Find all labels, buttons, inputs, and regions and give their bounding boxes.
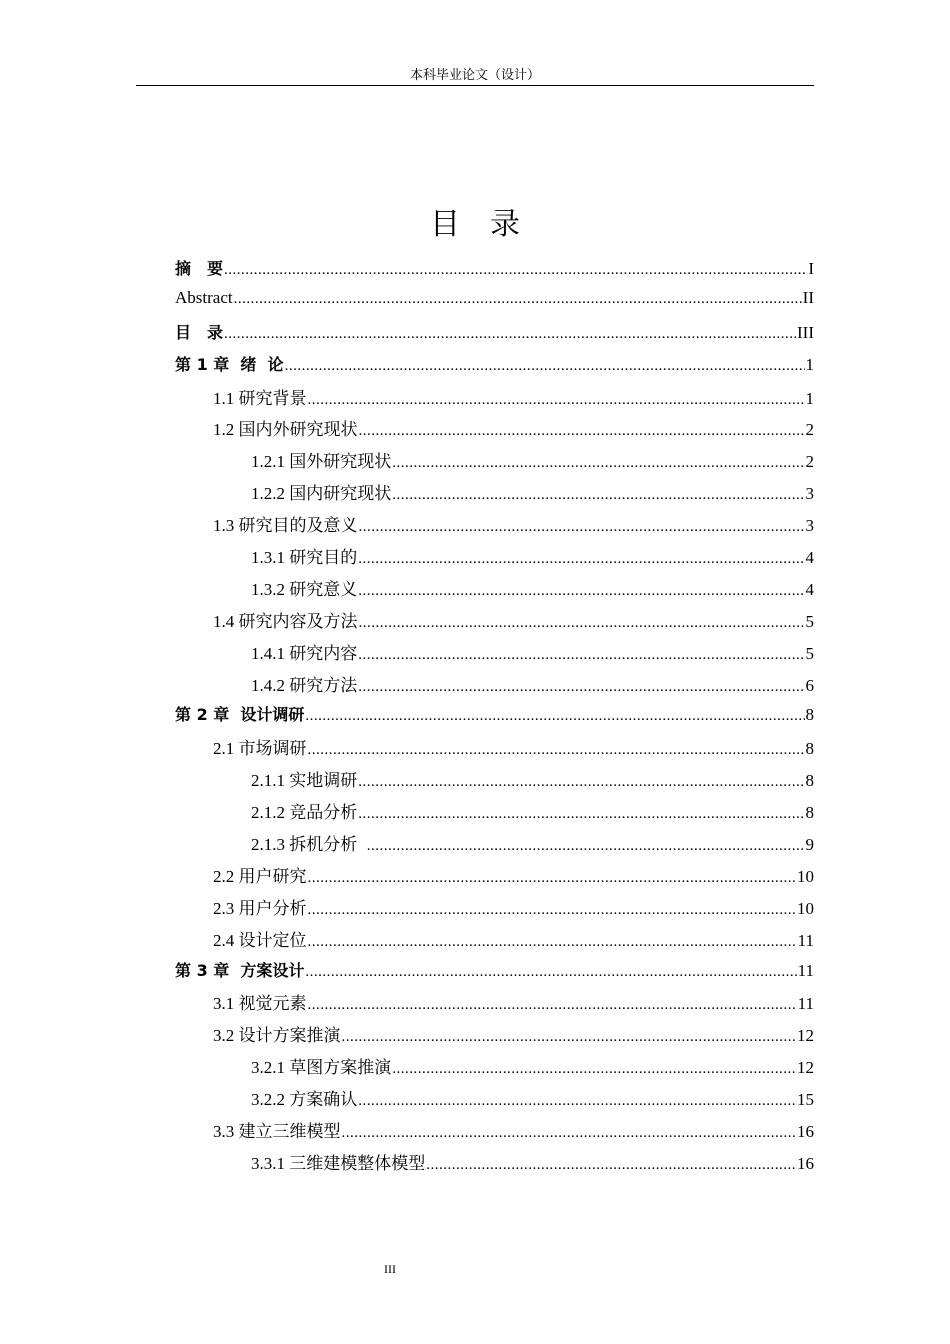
toc-dot-leader <box>342 1029 797 1046</box>
toc-entry-page: 8 <box>805 803 814 823</box>
toc-entry-page: III <box>797 322 814 342</box>
toc-entry-label: 3.3.1 三维建模整体模型 <box>251 1153 426 1173</box>
toc-dot-leader <box>426 1157 796 1174</box>
toc-entry-page: 16 <box>797 1122 814 1142</box>
toc-dot-leader <box>308 997 797 1014</box>
toc-entry-label: 2.4 设计定位 <box>213 930 307 950</box>
toc-dot-leader <box>305 964 796 981</box>
toc-entry[interactable] <box>175 766 814 798</box>
toc-entry[interactable] <box>175 734 814 766</box>
toc-dot-leader <box>359 519 805 536</box>
toc-entry[interactable] <box>175 607 814 639</box>
toc-entry-label: 1.4 研究内容及方法 <box>213 611 358 631</box>
toc-dot-leader <box>358 647 804 664</box>
toc-entry-label: 第 1 章 绪 论 <box>175 354 284 374</box>
toc-dot-leader <box>359 423 805 440</box>
toc-entry-label: 3.2.2 方案确认 <box>251 1090 358 1110</box>
toc-dot-leader <box>367 838 805 855</box>
toc-entry-page: 12 <box>797 1026 814 1046</box>
toc-entry-page: 2 <box>805 420 814 440</box>
toc-entry-label: Abstract <box>175 287 233 307</box>
toc-entry-page: I <box>808 259 814 278</box>
toc-entry-label: 目 录 <box>175 322 224 342</box>
toc-entry-page: 10 <box>797 866 814 886</box>
toc-entry-page: 8 <box>805 739 814 759</box>
table-of-contents <box>175 256 814 1181</box>
running-header: 本科毕业论文（设计） <box>409 67 540 82</box>
toc-entry-label: 1.4.2 研究方法 <box>251 675 358 695</box>
toc-entry-page: 8 <box>805 705 814 725</box>
toc-entry-label: 1.4.1 研究内容 <box>251 643 358 663</box>
toc-entry[interactable] <box>175 798 814 830</box>
toc-entry-label: 2.3 用户分析 <box>213 898 307 918</box>
toc-dot-leader <box>358 583 804 600</box>
toc-entry-label: 2.1 市场调研 <box>213 739 307 759</box>
header-rule <box>136 85 814 86</box>
toc-entry-page: 12 <box>797 1058 814 1078</box>
toc-entry-label: 3.2 设计方案推演 <box>213 1026 341 1046</box>
toc-entry[interactable] <box>175 1149 814 1181</box>
toc-dot-leader <box>308 902 797 919</box>
toc-entry-page: 4 <box>805 579 814 599</box>
toc-dot-leader <box>358 551 804 568</box>
toc-entry-page: 2 <box>805 452 814 472</box>
toc-entry-page: 11 <box>797 960 814 980</box>
toc-entry-page: 3 <box>805 484 814 504</box>
toc-entry-label: 2.1.1 实地调研 <box>251 771 358 791</box>
toc-entry[interactable] <box>175 1053 814 1085</box>
toc-dot-leader <box>359 615 805 632</box>
toc-entry-label: 2.1.3 拆机分析 <box>251 835 366 855</box>
toc-entry[interactable] <box>175 415 814 447</box>
toc-entry-label: 1.2.1 国外研究现状 <box>251 452 392 472</box>
toc-entry[interactable] <box>175 926 814 958</box>
toc-dot-leader <box>342 1125 797 1142</box>
toc-entry-page: 11 <box>797 994 814 1014</box>
toc-entry-label: 摘 要 <box>175 259 224 278</box>
toc-entry-page: 10 <box>797 898 814 918</box>
toc-entry[interactable] <box>175 702 814 734</box>
toc-dot-leader <box>308 934 797 951</box>
toc-dot-leader <box>308 870 797 887</box>
toc-entry-label: 第 2 章 设计调研 <box>175 705 305 725</box>
toc-entry[interactable] <box>175 447 814 479</box>
toc-dot-leader <box>392 1061 796 1078</box>
toc-entry[interactable] <box>175 639 814 671</box>
toc-entry-label: 2.2 用户研究 <box>213 866 307 886</box>
toc-entry[interactable] <box>175 543 814 575</box>
toc-entry[interactable] <box>175 894 814 926</box>
toc-entry-label: 3.3 建立三维模型 <box>213 1122 341 1142</box>
toc-dot-leader <box>224 262 807 279</box>
toc-dot-leader <box>358 806 804 823</box>
toc-entry[interactable] <box>175 479 814 511</box>
toc-entry-page: 1 <box>805 354 814 374</box>
toc-entry-label: 第 3 章 方案设计 <box>175 960 305 980</box>
toc-entry-label: 1.3.2 研究意义 <box>251 579 358 599</box>
toc-entry[interactable] <box>175 288 814 320</box>
toc-entry[interactable] <box>175 671 814 703</box>
toc-entry[interactable] <box>175 511 814 543</box>
toc-entry-label: 1.1 研究背景 <box>213 388 307 408</box>
toc-entry[interactable] <box>175 862 814 894</box>
toc-entry-page: 6 <box>805 675 814 695</box>
toc-entry-label: 1.3.1 研究目的 <box>251 548 358 568</box>
toc-entry-label: 1.2 国内外研究现状 <box>213 420 358 440</box>
toc-entry[interactable] <box>175 575 814 607</box>
toc-entry-label: 3.1 视觉元素 <box>213 994 307 1014</box>
toc-dot-leader <box>224 326 796 343</box>
toc-entry-page: 8 <box>805 771 814 791</box>
toc-entry[interactable] <box>175 958 814 990</box>
page-number: III <box>384 1262 396 1276</box>
toc-dot-leader <box>392 455 804 472</box>
toc-entry-page: 15 <box>797 1090 814 1110</box>
toc-dot-leader <box>392 487 804 504</box>
toc-title: 目 录 <box>430 207 520 242</box>
toc-entry[interactable] <box>175 384 814 416</box>
toc-entry[interactable] <box>175 989 814 1021</box>
toc-entry-page: 1 <box>805 388 814 408</box>
toc-entry-label: 1.3 研究目的及意义 <box>213 516 358 536</box>
toc-entry-page: II <box>802 287 814 307</box>
toc-dot-leader <box>285 358 805 375</box>
toc-entry[interactable] <box>175 352 814 384</box>
toc-dot-leader <box>308 392 805 409</box>
toc-entry-label: 3.2.1 草图方案推演 <box>251 1058 392 1078</box>
toc-entry[interactable] <box>175 320 814 352</box>
toc-dot-leader <box>308 742 805 759</box>
toc-entry-page: 4 <box>805 548 814 568</box>
toc-entry-page: 5 <box>805 643 814 663</box>
toc-entry-page: 16 <box>797 1153 814 1173</box>
toc-dot-leader <box>358 774 804 791</box>
toc-entry[interactable] <box>175 1117 814 1149</box>
toc-entry-page: 9 <box>805 835 814 855</box>
toc-entry[interactable] <box>175 830 814 862</box>
toc-dot-leader <box>305 708 804 725</box>
toc-entry-label: 1.2.2 国内研究现状 <box>251 484 392 504</box>
toc-dot-leader <box>234 291 802 308</box>
toc-entry-label: 2.1.2 竞品分析 <box>251 803 358 823</box>
toc-entry-page: 3 <box>805 516 814 536</box>
toc-entry-page: 5 <box>805 611 814 631</box>
toc-entry[interactable] <box>175 1021 814 1053</box>
toc-entry[interactable] <box>175 1085 814 1117</box>
toc-entry[interactable] <box>175 256 814 288</box>
toc-dot-leader <box>358 1093 796 1110</box>
toc-dot-leader <box>358 679 804 696</box>
toc-entry-page: 11 <box>797 930 814 950</box>
